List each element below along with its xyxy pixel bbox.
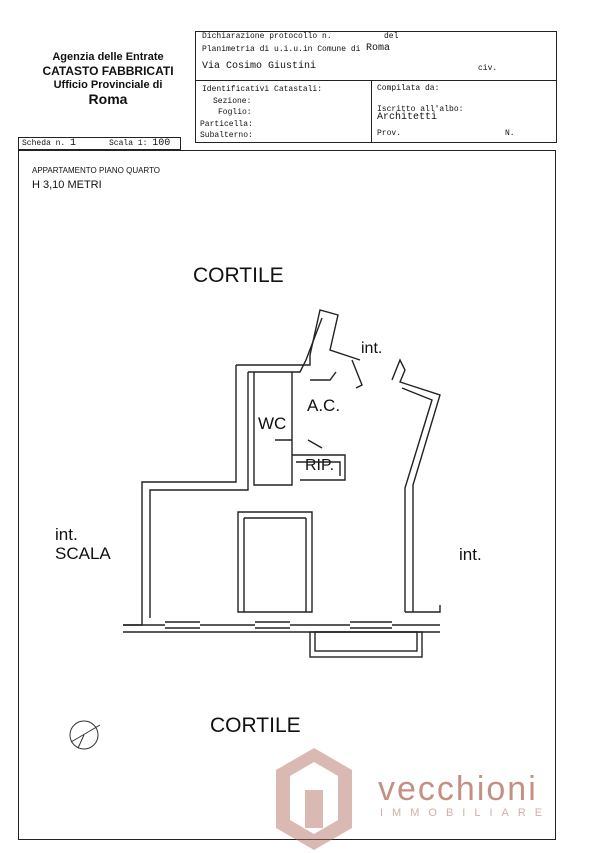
window-2 — [255, 622, 290, 628]
wc-door — [275, 440, 322, 448]
agency-city: Roma — [88, 91, 128, 107]
agency-line1: Agenzia delle Entrate — [52, 51, 164, 63]
wall-bottom-right — [405, 605, 440, 612]
iscritto-label: Iscritto all'albo: — [377, 105, 464, 114]
window-3 — [350, 622, 392, 628]
ac-door — [310, 372, 336, 380]
del-label: del — [384, 32, 399, 41]
albo-value: Architetti — [377, 112, 438, 123]
plan-label: Planimetria di u.i.u.in Comune di — [202, 45, 361, 54]
int-right-label: int. — [459, 545, 482, 564]
room-inner-2 — [244, 518, 306, 612]
wall-right-inner — [402, 388, 432, 612]
int-top-label: int. — [361, 340, 383, 357]
plan-title: APPARTAMENTO PIANO QUARTO — [32, 166, 161, 175]
ident-label: Identificativi Catastali: — [202, 85, 323, 94]
balcony-inner — [315, 632, 417, 651]
particella-label: Particella: — [200, 120, 253, 129]
scheda-value: 1 — [70, 138, 77, 149]
window-1 — [165, 622, 200, 628]
subalterno-label: Subalterno: — [200, 131, 253, 140]
compass — [70, 721, 100, 749]
agency-line2: CATASTO FABBRICATI — [42, 64, 174, 78]
plan-city: Roma — [366, 43, 391, 54]
foglio-label: Foglio: — [218, 108, 252, 117]
room-inner — [238, 512, 312, 612]
cortile-top-label: CORTILE — [193, 264, 284, 287]
num-label: N. — [505, 129, 515, 138]
wall-left-inner — [150, 372, 248, 618]
decl-label: Dichiarazione protocollo n. — [202, 32, 332, 41]
wall-top — [236, 310, 360, 365]
sezione-label: Sezione: — [213, 97, 252, 106]
wall-top-inner — [248, 318, 322, 372]
balcony — [310, 632, 422, 657]
cortile-bottom-label: CORTILE — [210, 714, 301, 737]
ac-label: A.C. — [307, 396, 341, 415]
prov-label: Prov. — [377, 129, 402, 138]
agency-line3: Ufficio Provinciale di — [53, 79, 163, 91]
compilata-label: Compilata da: — [377, 84, 440, 93]
brand-sub: IMMOBILIARE — [380, 807, 552, 819]
wall-right — [392, 360, 440, 612]
brand-logo — [276, 748, 352, 850]
scala-value: 100 — [152, 138, 171, 149]
brand-name: vecchioni — [378, 770, 538, 808]
wc-label: WC — [258, 414, 287, 433]
int-scala-scala: SCALA — [55, 544, 111, 563]
rip-inner — [296, 462, 340, 476]
wall-left — [123, 365, 236, 625]
rip-box — [292, 455, 345, 480]
wc-wall — [254, 372, 292, 485]
address: Via Cosimo Giustini — [202, 61, 317, 72]
plan-height: H 3,10 METRI — [32, 179, 102, 191]
scala-label: Scala 1: — [109, 139, 148, 148]
int-scala-int: int. — [55, 525, 78, 544]
rip-label: RIP. — [305, 457, 335, 474]
scheda-label: Scheda n. — [22, 139, 66, 148]
civ-label: civ. — [478, 64, 498, 73]
wall-stub-top — [352, 360, 362, 388]
